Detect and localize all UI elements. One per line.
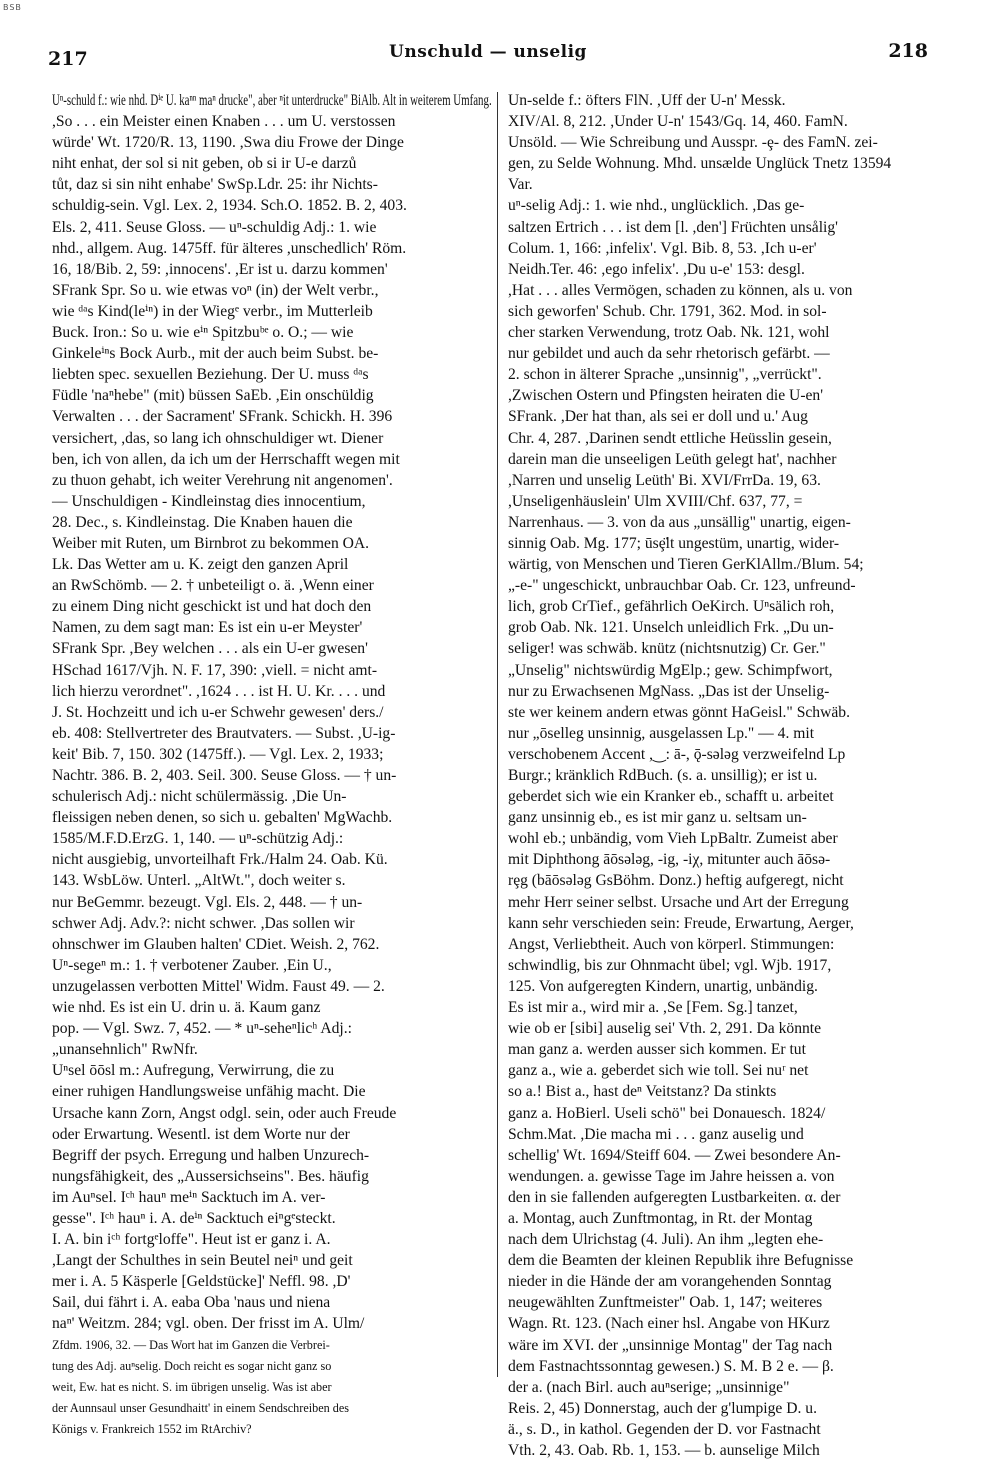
text-line: Sail, dui fährt i. A. eaba Oba 'naus und niena	[52, 1294, 331, 1312]
text-line: Burgr.; kränklich RdBuch. (s. a. unsillig); er ist u.	[508, 767, 818, 784]
text-line: Narrenhaus. — 3. von da aus „unsällig" unartig, eigen-	[508, 513, 851, 531]
text-line: mit Diphthong āōsələg, -ig, -iχ, mitunter auch āōsə-	[508, 851, 831, 869]
text-line: SFrank Spr. So u. wie etwas voⁿ (in) der Welt verbr.,	[52, 281, 379, 299]
text-line: sinnig Oab. Mg. 177; ūsȩ̈lt ungestüm, unartig, wider-	[508, 534, 840, 552]
text-line: „Unselig" nichtswürdig MgElp.; gew. Schimpfwort,	[508, 661, 833, 679]
text-line: Füdle 'naⁿhebe" (mit) büssen SaEb. ,Ein onschüldig	[52, 387, 374, 405]
text-line: ,Hat . . . alles Vermögen, schaden zu können, als u. von	[508, 281, 853, 299]
text-line: ganz a., wie a. geberdet sich wie toll. Sei nuʳ net	[508, 1062, 809, 1080]
text-line: geberdet sich wie ein Kranker eb., schafft u. arbeitet	[508, 788, 834, 806]
text-line: nur „ōselleg unsinnig, ausgelassen Lp." — 4. mit	[508, 724, 815, 742]
text-line: wie ᵈᵃs Kind(leⁱⁿ) in der Wiegᵉ verbr., im Mutterleib	[52, 302, 373, 320]
text-line: schwindlig, bis zur Ohnmacht übel; vgl. Wjb. 1917,	[508, 956, 832, 974]
text-line: zu thuon gehabt, ich weiter Verehrung nit angenomen'.	[52, 471, 393, 489]
text-line: uⁿ-selig Adj.: 1. wie nhd., unglücklich. ,Das ge-	[508, 197, 805, 215]
text-line: Ursache kann Zorn, Angst odgl. sein, oder auch Freude	[52, 1104, 397, 1122]
text-line: 143. WsbLöw. Unterl. „AltWt.", doch weiter s.	[52, 872, 346, 890]
text-line: weit, Ew. hat es nicht. S. im übrigen unselig. Was ist aber	[52, 1379, 332, 1394]
text-line: man ganz a. werden ausser sich kommen. Er tut	[508, 1041, 806, 1059]
text-line: nhd., allgem. Aug. 1475ff. für älteres ,unschedlich' Röm.	[52, 239, 407, 257]
text-line: 125. Von aufgeregten Kindern, unartig, unbändig.	[508, 977, 818, 995]
text-line: rȩg (bāōsələg GsBöhm. Donz.) heftig aufgeregt, nicht	[508, 872, 844, 890]
text-line: schuldig-sein. Vgl. Lex. 2, 1934. Sch.O. 1852. B. 2, 403.	[52, 197, 407, 215]
text-line: fleissigen neben denen, so sich u. gebalten' MgWachb.	[52, 809, 393, 827]
text-line: würde' Wt. 1720/R. 13, 1190. ,Swa diu Frowe der Dinge	[52, 134, 404, 152]
text-line: sich geworfen' Schub. Chr. 1791, 362. Mod. in sol-	[508, 302, 827, 320]
text-line: XIV/Al. 8, 212. ,Under U-n' 1543/Gq. 14, 460. FamN.	[508, 113, 848, 131]
left-column	[52, 90, 492, 1436]
text-line: unzugelassen verbotten Mittel' Widm. Faust 49. — 2.	[52, 977, 385, 995]
text-line: Buck. Iron.: So u. wie eⁱⁿ Spitzbuᵇᵉ o. O.; — wie	[52, 324, 354, 342]
text-line: neugewählten Zunftmeister" Oab. 1, 147; weiteres	[508, 1294, 823, 1312]
text-line: Un-selde f.: öfters FlN. ,Uff der U-n' Messk.	[508, 92, 786, 109]
text-line: nungsfähigkeit, des „Aussersichseins". Bes. häufig	[52, 1167, 369, 1185]
text-line: 28. Dec., s. Kindleinstag. Die Knaben hauen die	[52, 513, 353, 531]
text-line: Unsöld. — Wie Schreibung und Ausspr. -ȩ- des FamN. zei-	[508, 134, 878, 152]
text-line: pop. — Vgl. Swz. 7, 452. — * uⁿ-seheⁿlicʰ Adj.:	[52, 1020, 352, 1038]
text-line: Begriff der psych. Erregung und halben Unzurech-	[52, 1146, 370, 1164]
text-line: ,Zwischen Ostern und Pfingsten heiraten die U-en'	[508, 387, 824, 405]
text-line: oder Erwartung. Wesentl. ist dem Worte nur der	[52, 1125, 350, 1143]
text-line: — Unschuldigen - Kindleinstag dies innocentium,	[52, 492, 366, 510]
text-line: an RwSchömb. — 2. † unbeteiligt o. ä. ,Wenn einer	[52, 577, 374, 595]
text-line: wie nhd. Es ist ein U. drin u. ä. Kaum ganz	[52, 999, 321, 1017]
text-line: 1585/M.F.D.ErzG. 1, 140. — uⁿ-schützig Adj.:	[52, 830, 344, 848]
right-column	[508, 90, 932, 1459]
text-line: cher starken Verwendung, trotz Oab. Nk. 121, wohl	[508, 324, 830, 342]
text-line: wendungen. a. gewisse Tage im Jahre heissen a. von	[508, 1167, 835, 1185]
text-line: HSchad 1617/Vjh. N. F. 17, 390: ,viell. = nicht amt-	[52, 661, 378, 679]
text-line: Wagn. Rt. 123. (Nach einer hsl. Angabe von HKurz	[508, 1315, 830, 1333]
text-line: Es ist mir a., wird mir a. ,Se [Fem. Sg.] tanzet,	[508, 999, 798, 1017]
text-line: 2. schon in älterer Sprache „unsinnig", „verrückt".	[508, 366, 822, 384]
text-line: ,Unseligenhäuslein' Ulm XVIII/Chf. 637, 77, =	[508, 492, 803, 510]
text-line: Angst, Verliebtheit. Auch von körperl. Stimmungen:	[508, 935, 835, 953]
text-line: gen, zu Selde Wohnung. Mhd. unsælde Unglück Tnetz 13594	[508, 155, 892, 173]
page-number-left: 217	[48, 48, 88, 70]
text-line: versichert, ,das, so lang ich ohnschuldiger wt. Diener	[52, 429, 384, 447]
text-line: schwer Adj. Adv.?: nicht schwer. ,Das sollen wir	[52, 914, 355, 932]
text-line: Ginkeleⁱⁿs Bock Aurb., mit der auch beim Subst. be-	[52, 345, 379, 363]
text-line: der Aunnsaul unser Gesundhaitt' in einem Sendschreiben des	[52, 1400, 349, 1415]
text-line: grob Oab. Nk. 121. Unselch unleidlich Frk. „Du un-	[508, 619, 834, 637]
text-line: nieder in die Hände der am vorangehenden Sonntag	[508, 1273, 832, 1291]
text-line: mehr Herr seiner selbst. Ursache und Art der Erregung	[508, 893, 849, 911]
text-line: Chr. 4, 287. ,Darinen sendt ettliche Heüsslin gesein,	[508, 429, 832, 447]
text-line: nur zu Erwachsenen MgNass. „Das ist der Unselig-	[508, 682, 830, 700]
text-line: Neidh.Ter. 46: ,ego infelix'. ,Du u-e' 153: desgl.	[508, 260, 805, 278]
text-line: einer ruhigen Handlungsweise unfähig macht. Die	[52, 1083, 366, 1101]
text-line: Uⁿ-schuld f.: wie nhd. Dⁱᵉ U. kaⁿⁿ maⁿ drucke", aber ⁿit unterdrucke" BiAlb. Alt in weiterem Umfang.	[52, 92, 492, 109]
text-line: ,Narren und unselig Leüth' Bi. XVI/FrrDa. 19, 63.	[508, 471, 821, 489]
text-line: Uⁿ-segeⁿ m.: 1. † verbotener Zauber. ,Ein U.,	[52, 956, 332, 974]
text-line: den in sie fallenden aufgeregten Lustbarkeiten. α. der	[508, 1188, 841, 1206]
text-line: ganz unsinnig eb., es ist mir ganz u. seltsam un-	[508, 809, 807, 827]
text-line: Lk. Das Wetter am u. K. zeigt den ganzen April	[52, 556, 349, 574]
text-line: Weiber mit Ruten, um Birnbrot zu bekommen OA.	[52, 534, 370, 552]
text-line: ,So . . . ein Meister einen Knaben . . . um U. verstossen	[52, 113, 396, 131]
text-line: I. A. bin iᶜʰ fortgᵉloffe". Heut ist er ganz i. A.	[52, 1231, 331, 1249]
text-line: ganz a. HoBierl. Useli schö" bei Donauesch. 1824/	[508, 1104, 826, 1122]
text-line: schellig' Wt. 1694/Steiff 604. — Zwei besondere An-	[508, 1146, 841, 1164]
page-number-right: 218	[888, 40, 928, 62]
text-line: nur BeGemmr. bezeugt. Vgl. Els. 2, 448. — † un-	[52, 893, 363, 911]
text-line: eb. 408: Stellvertreter des Brautvaters. — Subst. ,U-ig-	[52, 724, 396, 742]
text-line: Uⁿsel ōōsl m.: Aufregung, Verwirrung, die zu	[52, 1062, 335, 1080]
text-line: Colum. 1, 166: ,infelix'. Vgl. Bib. 8, 53. ,Ich u-er'	[508, 239, 817, 257]
text-line: wohl eb.; unbändig, vom Vieh LpBaltr. Zumeist aber	[508, 830, 838, 848]
text-line: saltzen Ertrich . . . ist dem [l. ,den'] Früchten unsålig'	[508, 218, 838, 236]
text-line: schulerisch Adj.: nicht schülermässig. ,Die Un-	[52, 788, 347, 806]
text-line: Verwalten . . . der Sacrament' SFrank. Schickh. H. 396	[52, 408, 393, 426]
text-line: Els. 2, 411. Seuse Gloss. — uⁿ-schuldig Adj.: 1. wie	[52, 218, 377, 236]
text-line: nur gebildet und auch da sehr rhetorisch gefärbt. —	[508, 345, 830, 363]
text-line: wie ob er [sibi] auselig sei' Vth. 2, 291. Da könnte	[508, 1020, 822, 1038]
text-line: zu einem Ding nicht geschickt ist und hat doch den	[52, 598, 372, 616]
text-line: nicht ausgiebig, unvorteilhaft Frk./Halm 24. Oab. Kü.	[52, 851, 388, 869]
running-title: Unschuld — unselig	[389, 42, 587, 62]
text-line: ohnschwer im Glauben halten' CDiet. Weish. 2, 762.	[52, 935, 380, 953]
text-line: SFrank. ,Der hat than, als sei er doll und u.' Aug	[508, 408, 808, 426]
text-line: Var.	[508, 176, 533, 194]
text-line: keit' Bib. 7, 150. 302 (1475ff.). — Vgl. Lex. 2, 1933;	[52, 745, 384, 763]
text-line: ä., s. D., in kathol. Gegenden der D. vor Fastnacht	[508, 1420, 821, 1438]
text-line: tung des Adj. auⁿselig. Doch reicht es sogar nicht ganz so	[52, 1358, 332, 1373]
text-line: a. Montag, auch Zunftmontag, in Rt. der Montag	[508, 1209, 813, 1227]
text-line: ben, ich von allen, da ich um der Herrschafft wegen mit	[52, 450, 400, 468]
text-line: im Auⁿsel. Iᶜʰ hauⁿ meⁱⁿ Sacktuch im A. ver-	[52, 1188, 326, 1206]
text-line: „unansehnlich" RwNfr.	[52, 1041, 198, 1059]
text-line: Zfdm. 1906, 32. — Das Wort hat im Ganzen die Verbrei-	[52, 1337, 330, 1352]
text-line: gesse". Iᶜʰ hauⁿ i. A. deⁱⁿ Sacktuch eiⁿgᵉsteckt.	[52, 1209, 336, 1227]
text-line: kann sehr verschieden sein: Freude, Erwartung, Aerger,	[508, 914, 854, 932]
text-line: lich, grob CrTief., gefährlich OeKirch. Uⁿsälich roh,	[508, 598, 835, 616]
text-line: der a. (nach Birl. auch auⁿserige; „unsinnige"	[508, 1378, 790, 1396]
text-line: Reis. 2, 45) Donnerstag, auch der g'lumpige D. u.	[508, 1399, 817, 1417]
library-stamp: BSB	[3, 3, 22, 12]
text-line: mer i. A. 5 Käsperle [Geldstücke]' Neffl. 98. ,D'	[52, 1273, 351, 1291]
text-line: so a.! Bist a., hast deⁿ Veitstanz? Da stinkts	[508, 1083, 777, 1101]
text-line: lich hierzu verordnet". ,1624 . . . ist H. U. Kr. . . . und	[52, 682, 386, 700]
text-line: tůt, daz si sin niht enhabe' SwSp.Ldr. 25: ihr Nichts-	[52, 176, 378, 194]
text-line: SFrank Spr. ,Bey welchen . . . als ein U-er gwesen'	[52, 640, 368, 658]
text-line: Königs v. Frankreich 1552 im RtArchiv?	[52, 1421, 252, 1436]
text-line: Vth. 2, 43. Oab. Rb. 1, 153. — b. aunselige Milch	[508, 1442, 820, 1459]
text-line: Nachtr. 386. B. 2, 403. Seil. 300. Seuse Gloss. — † un-	[52, 767, 397, 784]
text-line: J. St. Hochzeitt und ich u-er Schwehr gewesen' ders./	[52, 703, 384, 721]
text-line: dem die Beamten der kleinen Republik ihre Befugnisse	[508, 1252, 854, 1270]
text-line: 16, 18/Bib. 2, 59: ,innocens'. ,Er ist u. darzu kommen'	[52, 260, 388, 278]
text-line: Schm.Mat. ,Die macha mi . . . ganz auselig und	[508, 1125, 804, 1143]
text-line: Namen, zu dem sagt man: Es ist ein u-er Meyster'	[52, 619, 363, 637]
text-line: dem Fastnachtssonntag gewesen.) S. M. B 2 e. — β.	[508, 1357, 834, 1375]
text-line: niht enhat, der sol si nit geben, ob si ir U-e darzů	[52, 155, 357, 173]
text-line: liebten spec. sexuellen Beziehung. Der U. muss ᵈᵃs	[52, 366, 369, 384]
text-line: seliger! was schwäb. knütz (nichtsnutzig) Cr. Ger."	[508, 640, 826, 658]
text-line: wäre im XVI. der „unsinnige Montag" der Tag nach	[508, 1336, 833, 1354]
text-line: nach dem Ulrichstag (4. Juli). An ihm „legten ehe-	[508, 1231, 824, 1249]
text-line: darein man die unseeligen Leüth gelegt hat', nachher	[508, 450, 837, 468]
text-line: verschobenem Accent ,‿: ā-, ǭ-sələg verzweifelnd Lp	[508, 745, 846, 763]
text-line: ,Langt der Schulthes in sein Beutel neiⁿ und geit	[52, 1252, 353, 1270]
text-line: „-e-" ungeschickt, unbrauchbar Oab. Cr. 123, unfreund-	[508, 577, 856, 595]
text-line: naⁿ' Weitzm. 284; vgl. oben. Der frisst im A. Ulm/	[52, 1315, 365, 1333]
text-line: ste wer keinem andern etwas gönnt HaGeisl." Schwäb.	[508, 703, 850, 721]
text-line: wärtig, von Menschen und Tieren GerKlAllm./Blum. 54;	[508, 556, 864, 574]
page-header	[48, 40, 928, 70]
column-divider	[497, 92, 498, 1377]
